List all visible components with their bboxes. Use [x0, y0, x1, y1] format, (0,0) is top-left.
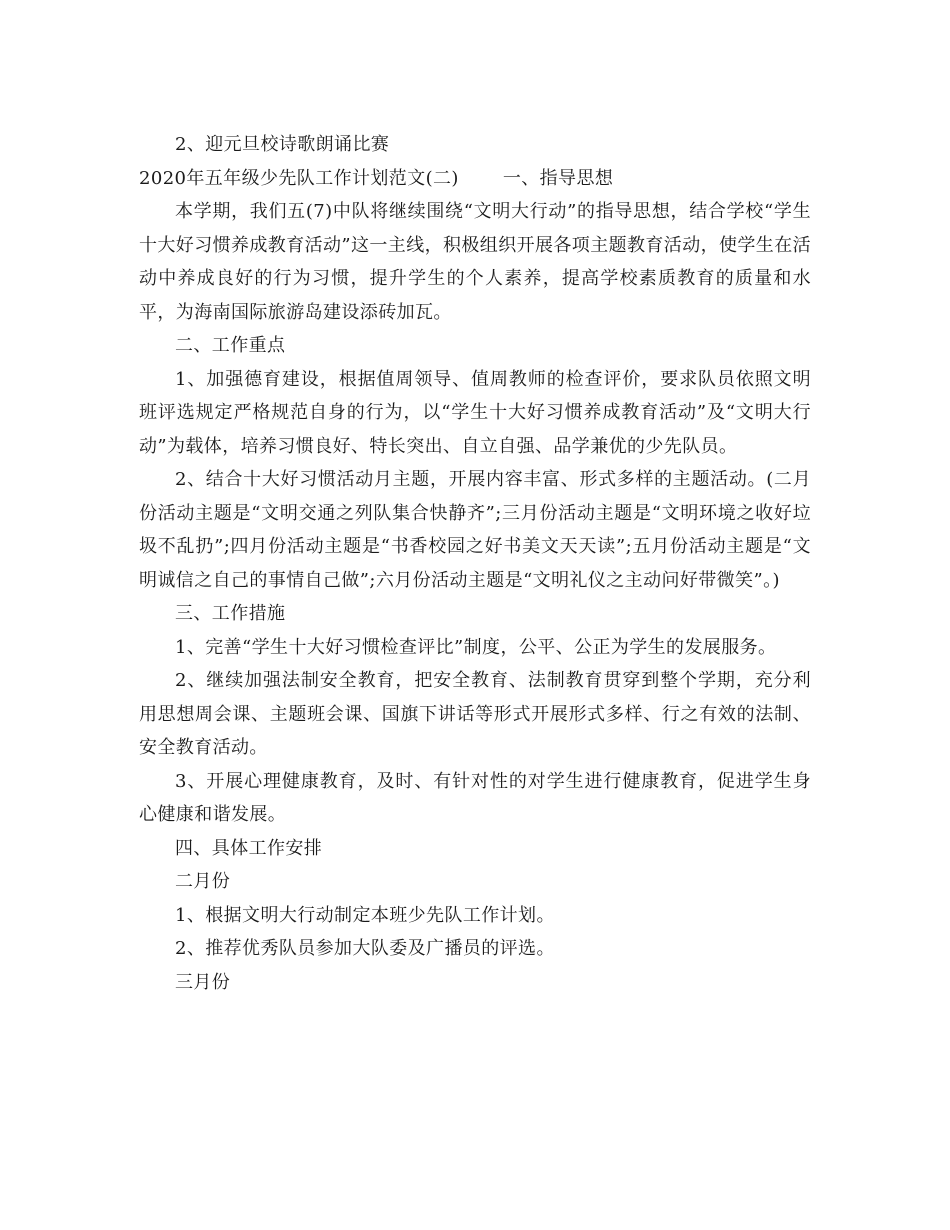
month-heading-february: 二月份: [175, 871, 231, 892]
paragraph-monthly-themes: 2、结合十大好习惯活动月主题，开展内容丰富、形式多样的主题活动。(二月份活动主题是“文明交通之列队集合快静齐”;三月份活动主题是“文明环境之收好垃圾不乱扔”;四月份活动主题是“书香校园之好书美文天天读”;五月份活动主题是“文明诚信之自己的事情自己做”;六月份活动主题是“文明礼仪之主动问好带微笑”。): [139, 469, 811, 591]
paragraph-mental-health: 3、开展心理健康教育，及时、有针对性的对学生进行健康教育，促进学生身心健康和谐发展。: [139, 770, 811, 825]
paragraph-recommend-members: 2、推荐优秀队员参加大队委及广播员的评选。: [175, 938, 555, 959]
section-heading-work-focus: 二、工作重点: [175, 335, 286, 356]
document-title: 2020年五年级少先队工作计划范文(二): [139, 167, 459, 189]
paragraph-evaluation-system: 1、完善“学生十大好习惯检查评比”制度，公平、公正为学生的发展服务。: [175, 636, 777, 658]
document-body: [139, 128, 811, 999]
paragraph-poetry-contest: 2、迎元旦校诗歌朗诵比赛: [175, 134, 390, 155]
month-heading-march: 三月份: [175, 971, 231, 993]
paragraph-safety-education: 2、继续加强法制安全教育，把安全教育、法制教育贯穿到整个学期，充分利用思想周会课、主题班会课、国旗下讲话等形式开展形式多样、行之有效的法制、安全教育活动。: [139, 670, 811, 758]
section-heading-guiding-ideology: 一、指导思想: [502, 167, 614, 189]
paragraph-work-plan: 1、根据文明大行动制定本班少先队工作计划。: [175, 904, 555, 926]
section-heading-work-measures: 三、工作措施: [175, 603, 286, 624]
title-line: [139, 162, 811, 196]
paragraph-guiding-ideology: 本学期，我们五(7)中队将继续围绕“文明大行动”的指导思想，结合学校“学生十大好习惯养成教育活动”这一主线，积极组织开展各项主题教育活动，使学生在活动中养成良好的行为习惯，提升学生的个人素养，提高学校素质教育的质量和水平，为海南国际旅游岛建设添砖加瓦。: [139, 201, 811, 323]
section-heading-work-schedule: 四、具体工作安排: [175, 837, 323, 859]
paragraph-moral-education: 1、加强德育建设，根据值周领导、值周教师的检查评价，要求队员依照文明班评选规定严格规范自身的行为，以“学生十大好习惯养成教育活动”及“文明大行动”为载体，培养习惯良好、特长突出、自立自强、品学兼优的少先队员。: [139, 368, 811, 457]
